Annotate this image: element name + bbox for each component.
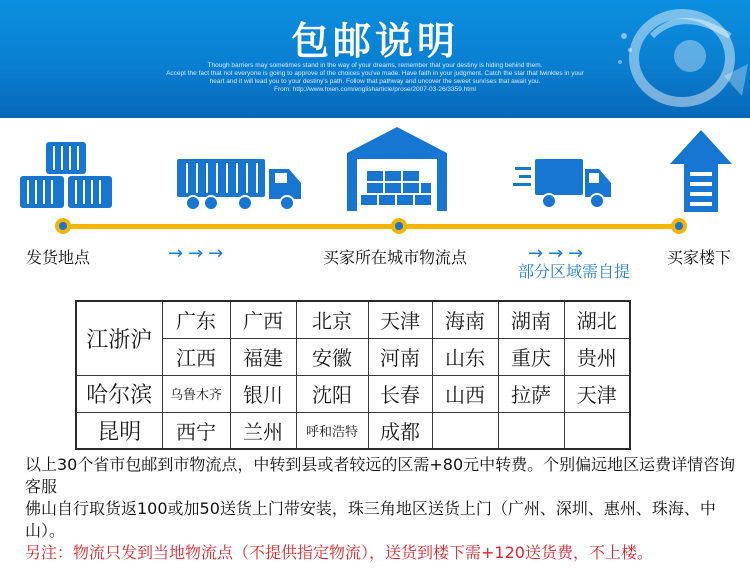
table-cell: 江浙沪 [76, 301, 162, 375]
flow-arrows: →→→ [528, 243, 589, 264]
table-cell: 拉萨 [498, 375, 564, 412]
table-cell [498, 412, 564, 449]
table-cell [564, 412, 630, 449]
table-cell: 重庆 [498, 338, 564, 375]
page-title: 包邮说明 [290, 19, 459, 63]
stage-label-doorstep: 买家楼下 [667, 248, 732, 267]
table-row [76, 301, 630, 338]
table-cell: 天津 [564, 375, 630, 412]
table-cell: 海南 [432, 301, 498, 338]
header-banner [0, 0, 750, 118]
banner-subtitle-line: Accept the fact that not everyone is going to approve of the choices you've made. Have faith in your judgment. Catch the star that twinkles in your [166, 70, 584, 77]
table-row [76, 375, 630, 412]
table-cell: 湖南 [498, 301, 564, 338]
flow-arrows: →→→ [168, 243, 229, 264]
table-cell: 湖北 [564, 301, 630, 338]
table-cell: 乌鲁木齐 [162, 375, 230, 412]
stage-label-origin: 发货地点 [26, 248, 91, 267]
fish-logo-icon [612, 6, 750, 110]
table-cell: 广西 [230, 301, 296, 338]
delivery-van-icon [513, 155, 613, 213]
timeline-dot [55, 218, 71, 234]
stage-label-city-hub: 买家所在城市物流点 [323, 248, 468, 267]
table-cell: 西宁 [162, 412, 230, 449]
table-row [76, 412, 630, 449]
container-stack-icon [16, 140, 116, 210]
table-cell: 北京 [296, 301, 368, 338]
table-cell: 山西 [432, 375, 498, 412]
banner-subtitle-line: Though barriers may sometimes stand in the way of your dreams, remember that your destiny is hiding behind them. [207, 62, 543, 69]
truck-trailer-icon [175, 155, 305, 215]
table-cell: 成都 [368, 412, 432, 449]
table-cell: 银川 [230, 375, 296, 412]
warehouse-icon [345, 125, 450, 213]
banner-subtitle-line: From: http://www.hxen.com/englisharticle/prose/2007-03-26/3359.html [274, 86, 476, 93]
free-shipping-regions-table [75, 300, 631, 450]
timeline-dot [391, 218, 407, 234]
note-free-shipping: 以上30个省市包邮到市物流点，中转到县或者较远的区需+80元中转费。个别偏远地区运费详情咨询客服 [25, 455, 736, 496]
table-cell: 哈尔滨 [76, 375, 162, 412]
table-cell: 天津 [368, 301, 432, 338]
timeline-line [62, 224, 678, 229]
table-cell: 昆明 [76, 412, 162, 449]
table-cell: 山东 [432, 338, 498, 375]
note-warning: 另注：物流只发到当地物流点（不提供指定物流），送货到楼下需+120送货费，不上楼。 [25, 543, 653, 562]
table-cell: 福建 [230, 338, 296, 375]
table-cell: 广东 [162, 301, 230, 338]
building-arrow-icon [668, 128, 734, 214]
table-cell: 河南 [368, 338, 432, 375]
table-cell: 兰州 [230, 412, 296, 449]
table-cell: 呼和浩特 [296, 412, 368, 449]
timeline-dot [671, 218, 687, 234]
table-cell: 安徽 [296, 338, 368, 375]
table-cell [432, 412, 498, 449]
table-cell: 江西 [162, 338, 230, 375]
note-self-pickup: 佛山自行取货返100或加50送货上门带安装，珠三角地区送货上门（广州、深圳、惠州、珠海、中山）。 [25, 499, 716, 540]
table-cell: 贵州 [564, 338, 630, 375]
shipping-notes [25, 454, 745, 564]
table-cell: 沈阳 [296, 375, 368, 412]
table-cell: 长春 [368, 375, 432, 412]
banner-subtitle-line: heart and it will lead you to your destiny's path. Follow that pathway and uncover the sweet sunrises that await you. [209, 78, 541, 85]
stage-note-self-pickup: 部分区域需自提 [518, 262, 631, 281]
